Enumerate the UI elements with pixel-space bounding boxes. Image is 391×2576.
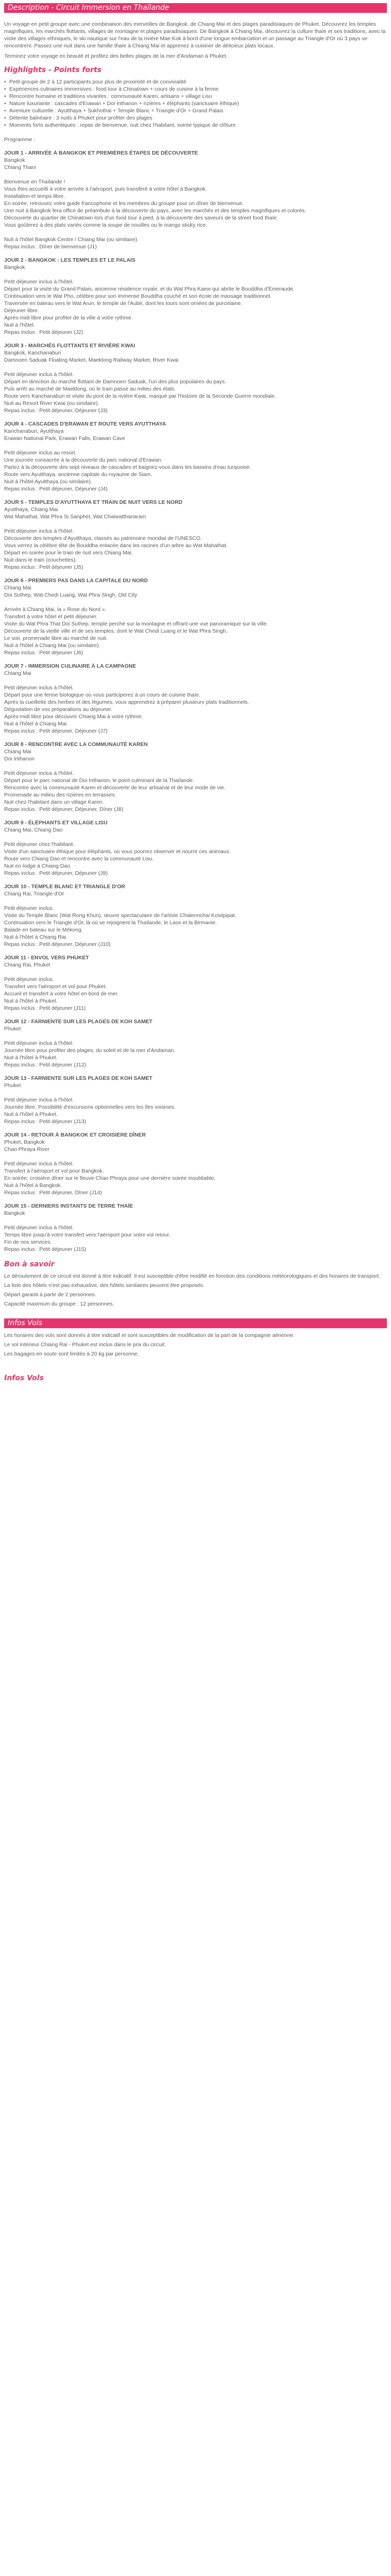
day-line: Wat Mahathat, Wat Phra Si Sanphet, Wat Chaiwatthanaram bbox=[4, 514, 146, 520]
day-line: Petit déjeuner inclus à l'hôtel. bbox=[4, 529, 74, 534]
day-line: Petit déjeuner inclus. bbox=[4, 906, 54, 911]
day-line: Partez à la découverte des sept niveaux de cascades et baignez-vous dans les bassins d'eau turquoise. bbox=[4, 465, 251, 470]
spacer bbox=[4, 521, 387, 528]
day-line: Nuit à l'hôtel Bangkok Centre / Chiang Mai (ou similaire). bbox=[4, 237, 139, 243]
day-title: JOUR 11 - ENVOL VERS PHUKET bbox=[4, 955, 89, 961]
day-title: JOUR 2 - BANGKOK : LES TEMPLES ET LE PALAIS bbox=[4, 258, 136, 263]
day-line: Petit déjeuner chez l'habitant. bbox=[4, 842, 74, 848]
day-title: JOUR 8 - RENCONTRE AVEC LA COMMUNAUTÉ KAREN bbox=[4, 742, 148, 748]
page bbox=[4, 3, 387, 1383]
day-line: Une nuit à Bangkok fera office de préambule à la découverte du pays, avec les marchés et des temples magnifiques et colorés. bbox=[4, 208, 306, 214]
day-line: Ayutthaya, Chiang Mai bbox=[4, 507, 58, 513]
spacer bbox=[4, 969, 387, 976]
highlight-item: • Aventure culturelle : Ayutthaya + Sukhothai + Temple Blanc + Triangle d'Or + Grand Palais bbox=[4, 108, 387, 115]
info-item: Les bagages en soute sont limités à 20 kg par personne. bbox=[4, 1351, 139, 1357]
spacer bbox=[4, 1217, 387, 1225]
day-line: Petit déjeuner inclus à l'hôtel. bbox=[4, 685, 74, 691]
day-line: Départ en direction du marché flottant de Damnoen Saduak, l'un des plus populaires du pays. bbox=[4, 379, 226, 385]
spacer bbox=[4, 1033, 387, 1040]
day-line: Phuket bbox=[4, 1083, 21, 1089]
day-line: Chiang Mai, Chiang Dao bbox=[4, 827, 63, 833]
day-line: Nuit à l'hôtel à Chiang Rai. bbox=[4, 935, 68, 940]
day-block bbox=[4, 955, 387, 1012]
day-line: Déjeuner libre. bbox=[4, 308, 39, 314]
bon-list bbox=[4, 1273, 387, 1308]
day-meals: Repas inclus : Petit déjeuner, Dîner (J14) bbox=[4, 1190, 102, 1196]
day-line: Chiang Mai bbox=[4, 671, 31, 676]
spacer bbox=[4, 599, 387, 606]
day-line: Départ pour la visite du Grand Palais, ancienne résidence royale, et du Wat Phra Kaew qui abrite le Bouddha d'Émeraude. bbox=[4, 286, 295, 292]
day-meals: Repas inclus : Petit déjeuner (J11) bbox=[4, 1006, 86, 1011]
day-block bbox=[4, 421, 387, 493]
day-line: Visite du Wat Phra That Doi Suthep, temple perché sur la montagne et offrant une vue panoramique sur la ville. bbox=[4, 621, 268, 627]
banner-title: Description - Circuit Immersion en Thaïlande bbox=[8, 4, 170, 12]
day-line: Après-midi libre pour découvrir Chiang Mai à votre rythme. bbox=[4, 714, 143, 720]
spacer bbox=[4, 1154, 387, 1161]
itinerary bbox=[4, 150, 387, 1253]
day-line: Découverte des temples d'Ayutthaya, classés au patrimoine mondial de l'UNESCO. bbox=[4, 536, 202, 541]
highlights-title: Highlights - Points forts bbox=[4, 66, 102, 74]
day-meals: Repas inclus : Petit déjeuner, Déjeuner (J4) bbox=[4, 486, 108, 492]
day-title: JOUR 13 - FARNIENTE SUR LES PLAGES DE KOH SAMET bbox=[4, 1076, 153, 1081]
day-line: Vous goûterez à des plats variés comme la soupe de nouilles ou le mango sticky rice. bbox=[4, 223, 207, 228]
day-line: Temps libre jusqu'à votre transfert vers l'aéroport pour votre vol retour. bbox=[4, 1232, 171, 1238]
day-line: Chiang Rai, Phuket bbox=[4, 962, 51, 968]
info-item: Le vol intérieur Chiang Rai - Phuket est inclus dans le prix du circuit. bbox=[4, 1342, 166, 1348]
day-line: Nuit à l'hôtel à Bangkok. bbox=[4, 1183, 62, 1189]
day-block bbox=[4, 499, 387, 571]
day-line: Rencontre avec la communauté Karen et découverte de leur artisanat et de leur mode de vie. bbox=[4, 785, 226, 791]
day-meals: Repas inclus : Petit déjeuner, Déjeuner (J3) bbox=[4, 408, 108, 414]
day-line: Découverte du quartier de Chinatown lors d'un food tour à pied, à la découverte des saveurs de la street food thaïe. bbox=[4, 215, 279, 221]
spacer bbox=[4, 1090, 387, 1097]
day-line: Promenade au milieu des rizières en terrasses. bbox=[4, 792, 117, 798]
day-title: JOUR 7 - IMMERSION CULINAIRE À LA CAMPAGNE bbox=[4, 664, 136, 669]
day-meals: Repas inclus : Petit déjeuner (J15) bbox=[4, 1247, 86, 1252]
day-line: Nuit à l'hôtel Ayutthaya (ou similaire). bbox=[4, 479, 92, 485]
day-line: Départ en soirée pour le train de nuit vers Chiang Mai. bbox=[4, 550, 133, 556]
day-line: Découverte de la vieille ville et de ses temples, dont le Wat Chedi Luang et le Wat Phra Singh. bbox=[4, 629, 227, 634]
day-title: JOUR 4 - CASCADES D'ERAWAN ET ROUTE VERS AYUTTHAYA bbox=[4, 421, 166, 427]
day-line: Petit déjeuner inclus au resort. bbox=[4, 450, 77, 456]
day-block bbox=[4, 1075, 387, 1126]
spacer bbox=[4, 272, 387, 279]
day-meals: Repas inclus : Dîner de bienvenue (J1) bbox=[4, 244, 97, 250]
day-block bbox=[4, 820, 387, 877]
day-line: Kanchanaburi, Ayutthaya bbox=[4, 429, 64, 434]
bon-item: Départ garanti à partir de 2 personnes. bbox=[4, 1292, 96, 1298]
day-line: Après-midi libre pour profiter de la ville à votre rythme. bbox=[4, 315, 133, 321]
day-line: Transfert à l'aéroport et vol pour Bangkok. bbox=[4, 1168, 104, 1174]
description-banner bbox=[4, 3, 387, 13]
day-block bbox=[4, 578, 387, 657]
spacer bbox=[4, 443, 387, 450]
day-line: Le soir, promenade libre au marché de nuit. bbox=[4, 636, 108, 641]
day-meals: Repas inclus : Petit déjeuner, Déjeuner, Dîner (J8) bbox=[4, 807, 124, 812]
spacer bbox=[4, 677, 387, 685]
highlight-item: • Petit groupe de 2 à 12 participants pour plus de proximité et de convivialité bbox=[4, 79, 387, 86]
day-line: Nuit chez l'habitant dans un village Karen. bbox=[4, 800, 104, 805]
day-line: Nuit à l'hôtel à Phuket. bbox=[4, 1112, 58, 1117]
day-line: Transfert vers l'aéroport et vol pour Phuket. bbox=[4, 984, 107, 990]
spacer bbox=[4, 834, 387, 841]
day-line: Petit déjeuner inclus à l'hôtel. bbox=[4, 372, 74, 378]
day-line: Nuit au Resort River Kwai (ou similaire). bbox=[4, 401, 100, 406]
day-block bbox=[4, 150, 387, 251]
day-line: Nuit à l'hôtel. bbox=[4, 323, 35, 328]
day-meals: Repas inclus : Petit déjeuner, Déjeuner (J7) bbox=[4, 728, 108, 734]
day-title: JOUR 3 - MARCHÉS FLOTTANTS ET RIVIÈRE KWAI bbox=[4, 343, 135, 349]
bon-title: Bon à savoir bbox=[4, 1260, 55, 1268]
highlights-list bbox=[4, 79, 387, 129]
highlight-item: • Rencontre humaine et traditions vivantes : communauté Karen, artisans + village Lisu bbox=[4, 93, 387, 100]
day-line: Nuit à l'hôtel à Phuket. bbox=[4, 998, 58, 1004]
info-title: Infos Vols bbox=[8, 1319, 42, 1327]
day-line: Chiang Mai bbox=[4, 585, 31, 591]
day-line: Petit déjeuner inclus à l'hôtel. bbox=[4, 1097, 74, 1103]
info-banner bbox=[4, 1318, 387, 1328]
intro-paragraph: Terminez votre voyage en beauté et profitez des belles plages de la mer d'Andaman à Phuket. bbox=[4, 54, 228, 59]
day-line: Bienvenue en Thaïlande ! bbox=[4, 179, 66, 185]
day-line: Phuket, Bangkok bbox=[4, 1140, 45, 1145]
day-line: Après la cueillette des herbes et des légumes, vous apprendrez à préparer plusieurs plats traditionnels. bbox=[4, 700, 249, 705]
day-line: Petit déjeuner inclus à l'hôtel. bbox=[4, 279, 74, 285]
day-line: Continuation vers le Triangle d'Or, là où se rejoignent la Thaïlande, le Laos et la Birmanie. bbox=[4, 920, 217, 926]
day-line: Visite du Temple Blanc (Wat Rong Khun), œuvre spectaculaire de l'artiste Chalermchai Kositpipat. bbox=[4, 913, 236, 919]
day-line: Vous êtes accueilli à votre arrivée à l'aéroport, puis transféré à votre hôtel à Bangkok. bbox=[4, 187, 207, 192]
bon-item: La liste des hôtels n'est pas exhaustive, des hôtels similaires peuvent être proposés. bbox=[4, 1283, 205, 1289]
spacer bbox=[4, 763, 387, 770]
day-line: Nuit à l'hôtel à Phuket. bbox=[4, 1055, 58, 1061]
day-meals: Repas inclus : Petit déjeuner, Déjeuner (J10) bbox=[4, 942, 111, 947]
highlight-item: • Nature luxuriante : cascades d'Erawan + Doi Inthanon + rizières + éléphants (sanctuaire éthique) bbox=[4, 100, 387, 108]
spacer bbox=[4, 898, 387, 905]
day-line: Visite d'un sanctuaire éthique pour éléphants, où vous pourrez observer et nourrir ces animaux. bbox=[4, 849, 231, 855]
highlight-item: • Moments forts authentiques : repas de bienvenue, nuit chez l'habitant, soirée typique de clôture bbox=[4, 122, 387, 129]
day-line: Chiang Thani bbox=[4, 165, 36, 171]
day-block bbox=[4, 257, 387, 336]
day-title: JOUR 10 - TEMPLE BLANC ET TRIANGLE D'OR bbox=[4, 884, 125, 890]
day-block bbox=[4, 663, 387, 735]
day-line: Petit déjeuner inclus à l'hôtel. bbox=[4, 1225, 74, 1231]
day-line: Journée libre pour profiter des plages, du soleil et de la mer d'Andaman. bbox=[4, 1048, 175, 1054]
day-line: Nuit à l'hôtel à Chiang Mai. bbox=[4, 721, 68, 727]
day-line: Nuit dans le train (couchettes). bbox=[4, 557, 77, 563]
day-line: Vous verrez la célèbre tête de Bouddha enlacée dans les racines d'un arbre au Wat Mahathat. bbox=[4, 543, 228, 549]
day-line: En soirée, croisière dîner sur le fleuve Chao Phraya pour une dernière soirée inoubliable. bbox=[4, 1176, 216, 1181]
info-title-2: Infos Vols bbox=[4, 1374, 44, 1382]
day-line: Nuit en lodge à Chiang Dao. bbox=[4, 863, 72, 869]
day-line: Bangkok bbox=[4, 265, 25, 270]
day-line: Petit déjeuner inclus à l'hôtel. bbox=[4, 1041, 74, 1046]
day-title: JOUR 5 - TEMPLES D'AYUTTHAYA ET TRAIN DE NUIT VERS LE NORD bbox=[4, 500, 183, 505]
bon-item: Le déroulement de ce circuit est donné à titre indicatif. Il est susceptible d'être modifié en fonction des conditions météorologiques et des horaires de transport. bbox=[4, 1274, 381, 1279]
day-line: Traversée en bateau vers le Wat Arun, le temple de l'Aube, dont les tours sont ornées de porcelaine. bbox=[4, 301, 242, 307]
day-line: Fin de nos services. bbox=[4, 1240, 52, 1245]
day-line: Bangkok bbox=[4, 158, 25, 163]
day-line: Chao Phraya River bbox=[4, 1147, 50, 1153]
day-meals: Repas inclus : Petit déjeuner (J5) bbox=[4, 565, 84, 570]
day-line: Doi Suthep, Wat Chedi Luang, Wat Phra Singh, Old City bbox=[4, 592, 137, 598]
day-title: JOUR 12 - FARNIENTE SUR LES PLAGES DE KOH SAMET bbox=[4, 1019, 153, 1025]
day-meals: Repas inclus : Petit déjeuner (J13) bbox=[4, 1119, 86, 1125]
day-meals: Repas inclus : Petit déjeuner (J2) bbox=[4, 330, 84, 335]
day-line: Journée libre. Possibilité d'excursions optionnelles vers les îles voisines. bbox=[4, 1105, 176, 1110]
day-line: Bangkok, Kanchanaburi bbox=[4, 350, 61, 356]
day-line: Chiang Rai, Triangle d'Or bbox=[4, 891, 64, 897]
day-title: JOUR 1 - ARRIVÉE À BANGKOK ET PREMIÈRES ÉTAPES DE DÉCOUVERTE bbox=[4, 150, 198, 156]
day-line: Route vers Kanchanaburi et visite du pont de la rivière Kwai, marqué par l'histoire de la Seconde Guerre mondiale. bbox=[4, 394, 276, 399]
day-meals: Repas inclus : Petit déjeuner (J12) bbox=[4, 1062, 86, 1068]
day-line: Arrivée à Chiang Mai, la « Rose du Nord ». bbox=[4, 607, 107, 613]
day-line: Doi Inthanon bbox=[4, 756, 35, 762]
day-line: Transfert à votre hôtel et petit déjeuner. bbox=[4, 614, 97, 620]
program-title: Programme : bbox=[4, 137, 36, 143]
day-meals: Repas inclus : Petit déjeuner, Déjeuner (J9) bbox=[4, 871, 108, 876]
day-line: Route vers Ayutthaya, ancienne capitale du royaume de Siam. bbox=[4, 472, 152, 478]
highlight-item: • Détente balnéaire : 3 nuits à Phuket pour profiter des plages bbox=[4, 115, 387, 122]
day-block bbox=[4, 343, 387, 415]
day-line: Départ pour une ferme biologique où vous participerez à un cours de cuisine thaïe. bbox=[4, 692, 201, 698]
highlight-item: • Expériences culinaires immersives : food tour à Chinatown + cours de cuisine à la ferme bbox=[4, 86, 387, 93]
day-line: Petit déjeuner inclus à l'hôtel. bbox=[4, 1161, 74, 1167]
day-line: Damnoen Saduak Floating Market, Maeklong Railway Market, River Kwai bbox=[4, 358, 178, 363]
day-line: Petit déjeuner inclus à l'hôtel. bbox=[4, 771, 74, 776]
day-line: Accueil et transfert à votre hôtel en bord de mer. bbox=[4, 991, 119, 997]
day-line: Phuket bbox=[4, 1026, 21, 1032]
day-line: Installation et temps libre. bbox=[4, 194, 65, 199]
day-line: En soirée, retrouvez votre guide francophone et les membres du groupe pour un dîner de bienvenue. bbox=[4, 201, 244, 207]
day-line: Balade en bateau sur le Mékong. bbox=[4, 927, 83, 933]
info-item: Les horaires des vols sont donnés à titre indicatif et sont susceptibles de modification de la part de la compagnie aérienne. bbox=[4, 1333, 295, 1338]
day-line: Nuit à l'hôtel à Chiang Mai (ou similaire). bbox=[4, 643, 101, 649]
day-line: Erawan National Park, Erawan Falls, Erawan Cave bbox=[4, 436, 125, 442]
day-meals: Repas inclus : Petit déjeuner (J6) bbox=[4, 650, 84, 656]
day-line: Puis arrêt au marché de Maeklong, où le train passe au milieu des étals. bbox=[4, 386, 176, 392]
spacer bbox=[4, 172, 387, 179]
day-title: JOUR 9 - ÉLÉPHANTS ET VILLAGE LISU bbox=[4, 820, 108, 826]
info-list bbox=[4, 1332, 387, 1358]
intro bbox=[4, 21, 387, 60]
day-line: Dégustation de vos préparations au déjeuner. bbox=[4, 707, 112, 713]
day-line: Continuation vers le Wat Pho, célèbre pour son immense Bouddha couché et son école de massage traditionnel. bbox=[4, 294, 272, 299]
intro-paragraph: Un voyage en petit groupe avec une combinaison des merveilles de Bangkok, de Chiang Mai et des plages paradisiaques de Phuket. Découvrez les temples magnifiques, les marchés flottants, villages de montagne et plages paradisiaques. De Bangkok à Chiang Mai, découvrez la culture thaïe et ses traditions, avec la visite des villages ethniques, le ski nautique sur l'eau de la rivière Mae Kok à bord d'une longue embarcation et un passage au Triangle d'Or où 3 pays se rencontrent. Passez une nuit dans une famille thaïe à Chiang Mai et apprenez à cuisiner de délicieux plats locaux. bbox=[4, 22, 386, 49]
day-line: Chiang Mai bbox=[4, 749, 31, 755]
day-line: Une journée consacrée à la découverte du parc national d'Erawan. bbox=[4, 457, 162, 463]
day-line: Bangkok bbox=[4, 1211, 25, 1216]
day-block bbox=[4, 741, 387, 814]
day-title: JOUR 15 - DERNIERS INSTANTS DE TERRE THAÏE bbox=[4, 1204, 133, 1209]
day-block bbox=[4, 1203, 387, 1253]
spacer bbox=[4, 229, 387, 236]
day-block bbox=[4, 884, 387, 948]
day-line: Route vers Chiang Dao et rencontre avec la communauté Lisu. bbox=[4, 856, 154, 862]
day-title: JOUR 14 - RETOUR À BANGKOK ET CROISIÈRE DÎNER bbox=[4, 1132, 146, 1138]
day-block bbox=[4, 1132, 387, 1197]
day-block bbox=[4, 1019, 387, 1069]
spacer bbox=[4, 364, 387, 371]
day-title: JOUR 6 - PREMIERS PAS DANS LA CAPITALE DU NORD bbox=[4, 578, 148, 584]
day-line: Petit déjeuner inclus. bbox=[4, 977, 54, 982]
day-line: Départ pour le parc national de Doi Inthanon, le point culminant de la Thaïlande. bbox=[4, 778, 194, 784]
bon-item: Capacité maximum du groupe : 12 personnes. bbox=[4, 1301, 115, 1307]
